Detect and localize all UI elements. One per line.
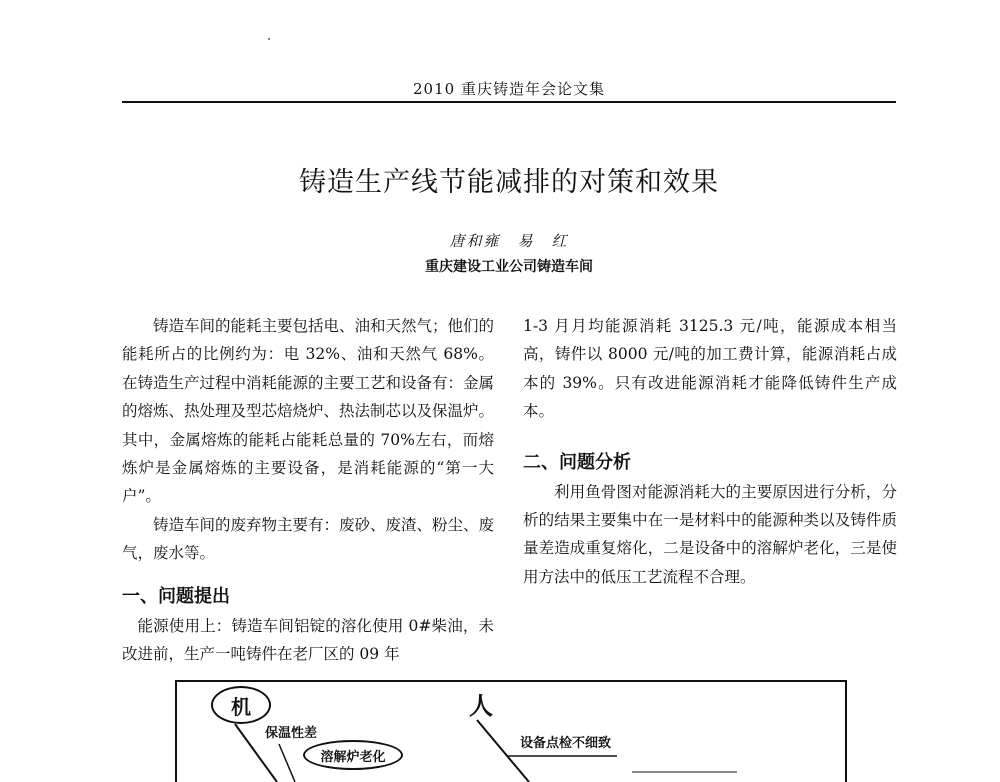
section-heading-analysis: 二、问题分析	[523, 451, 631, 473]
cause-insulation: 保温性差	[265, 726, 318, 741]
paper-authors: 唐和雍 易 红	[449, 232, 569, 250]
machine-oval	[211, 686, 271, 724]
paper-title: 铸造生产线节能减排的对策和效果	[299, 167, 719, 198]
insulation-branch	[279, 744, 295, 782]
paragraph: 能源使用上：铸造车间铝锭的溶化使用 0#柴油，未改进前，生产一吨铸件在老厂区的 09 年	[122, 616, 494, 664]
running-head: 2010 重庆铸造年会论文集	[413, 80, 605, 98]
scan-speck	[268, 38, 270, 40]
right-column	[523, 312, 897, 591]
cause-inspection: 设备点检不细致	[520, 736, 612, 751]
paragraph: 利用鱼骨图对能源消耗大的主要原因进行分析，分析的结果主要集中在一是材料中的能源种类以及铸件质量差造成重复熔化，二是设备中的溶解炉老化，三是使用方法中的低压工艺流程不合理。	[523, 482, 897, 586]
machine-label: 机	[231, 694, 251, 719]
cause-furnace: 溶解炉老化	[320, 749, 386, 765]
man-label: 人	[469, 692, 493, 720]
paragraph: 铸造车间的废弃物主要有：废砂、废渣、粉尘、废气，废水等。	[122, 515, 495, 563]
section-heading-problem: 一、问题提出	[122, 585, 230, 607]
header-rule	[122, 101, 896, 103]
paragraph: 铸造车间的能耗主要包括电、油和天然气；他们的能耗所占的比例约为：电 32%、油和天然气 68%。在铸造生产过程中消耗能源的主要工艺和设备有：金属的熔炼、热处理及型芯焙烧炉、热法制芯以及保温炉。其中，金属熔炼的能耗占能耗总量的 70%左右，而熔炼炉是金属熔炼的主要设备，是消耗能源的“第一大户”。	[122, 317, 495, 506]
paragraph: 1-3 月月均能源消耗 3125.3 元/吨，能源成本相当高，铸件以 8000 元/吨的加工费计算，能源消耗占成本的 39%。只有改进能源消耗才能降低铸件生产成本。	[523, 317, 897, 421]
fishbone-diagram	[175, 680, 847, 782]
left-column	[122, 312, 494, 668]
paper-affiliation: 重庆建设工业公司铸造车间	[425, 259, 593, 275]
man-bone	[477, 720, 529, 782]
furnace-oval	[303, 740, 403, 770]
